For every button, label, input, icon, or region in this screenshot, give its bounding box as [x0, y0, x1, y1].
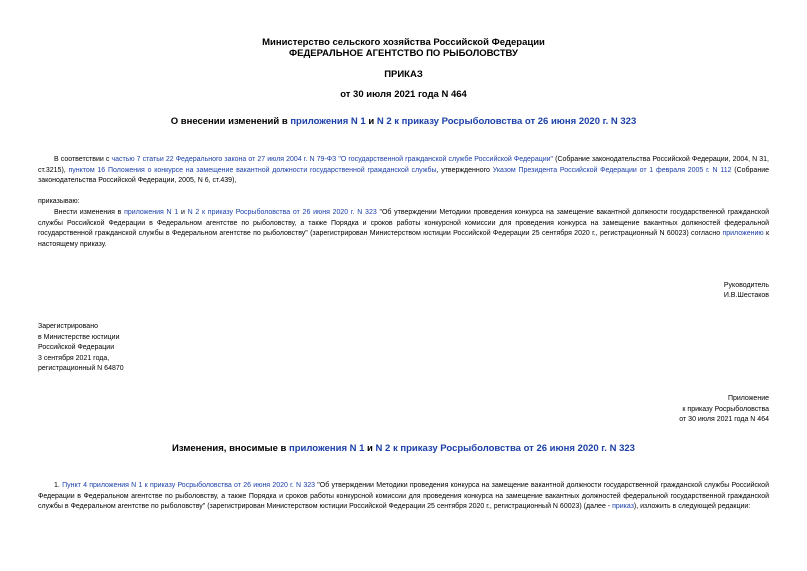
preamble-link-presidential-decree[interactable]: Указом Президента Российской Федерации от 1 февраля 2005 г. N 112 [492, 166, 732, 174]
title-text-mid: и [365, 116, 377, 127]
preamble-link-regulation[interactable]: пунктом 16 Положения о конкурсе на замещение вакантной должности государственной гражданской службы [68, 166, 437, 174]
changes-title-text-pre: Изменения, вносимые в [172, 443, 289, 454]
appendix-reference: к приказу Росрыболовства [682, 405, 769, 413]
document-title [0, 116, 807, 127]
document-date: от 30 июля 2021 года N 464 [340, 89, 467, 100]
signature-name: И.В.Шестаков [723, 292, 769, 299]
title-link-appendix-1[interactable]: приложения N 1 [290, 116, 366, 127]
order-link-appendix-1[interactable]: приложения N 1 [124, 209, 179, 216]
registration-line: Российской Федерации [38, 344, 115, 351]
order-text-1: Внести изменения в [54, 209, 125, 216]
point-1-text-1: 1. [54, 482, 63, 489]
changes-title-text-mid: и [364, 443, 376, 454]
changes-title-link-appendix-1[interactable]: приложения N 1 [289, 443, 365, 454]
title-link-appendix-2[interactable]: N 2 к приказу Росрыболовства от 26 июня 2020 г. N 323 [376, 116, 637, 127]
changes-title [0, 443, 807, 454]
document-type: ПРИКАЗ [384, 69, 423, 80]
registration-line: в Министерстве юстиции [38, 333, 120, 341]
ministry-name: Министерство сельского хозяйства Российской Федерации [262, 37, 545, 48]
preamble-text-4: (Собрание законодательства Российской Федерации, 2005, N 6, ст.439), [38, 166, 769, 184]
preamble-text-1: В соответствии с [54, 156, 112, 163]
order-text-4: к настоящему приказу. [38, 230, 770, 248]
registration-line: 3 сентября 2021 года, [38, 354, 110, 362]
appendix-label: Приложение [727, 395, 769, 402]
changes-title-link-appendix-2[interactable]: N 2 к приказу Росрыболовства от 26 июня 2020 г. N 323 [375, 443, 635, 454]
registration-line: регистрационный N 64870 [38, 365, 124, 372]
order-text-3: "Об утверждении Методики проведения конкурса на замещение вакантной должности государственной гражданской службы Российской Федерации в Федеральном агентстве по рыболовству, а также Порядка и сроков работы конкурсной комиссии для проведения конкурса на замещение вакантных должностей федеральной государственной гражданской службы в Федеральном агентстве по рыболовству" (зарегистрирован Министерством юстиции Российской Федерации 25 сентября 2020 г., регистрационный N 60023) согласно [38, 209, 769, 237]
point-1-link-order[interactable]: приказ [612, 503, 634, 510]
order-word: приказываю: [38, 198, 80, 205]
registration-line: Зарегистрировано [38, 323, 98, 330]
title-text-pre: О внесении изменений в [170, 116, 291, 127]
preamble-text-3: , утвержденного [436, 166, 493, 174]
appendix-date: от 30 июля 2021 года N 464 [679, 416, 769, 423]
preamble-paragraph [38, 155, 769, 187]
preamble-text-2: (Собрание законодательства Российской Федерации, 2004, N 31, ст.3215), [38, 156, 770, 174]
point-1-link-item-4[interactable]: Пункт 4 приложения N 1 к приказу Росрыболовства от 26 июня 2020 г. N 323 [62, 482, 316, 489]
order-link-appendix-2[interactable]: N 2 к приказу Росрыболовства от 26 июня 2020 г. N 323 [187, 209, 377, 216]
agency-name: ФЕДЕРАЛЬНОЕ АГЕНТСТВО ПО РЫБОЛОВСТВУ [289, 48, 518, 59]
preamble-link-federal-law[interactable]: частью 7 статьи 22 Федерального закона от 27 июля 2004 г. N 79-ФЗ "О государственной гражданской службе Российской Федерации" [111, 156, 554, 163]
point-1-text-3: ), изложить в следующей редакции: [633, 503, 751, 510]
order-text-2: и [178, 209, 188, 216]
signature-position: Руководитель [723, 282, 769, 289]
point-1-text-2: "Об утверждении Методики проведения конкурса на замещение вакантной должности государственной гражданской службы Российской Федерации в Федеральном агентстве по рыболовству, а также Порядка и сроков работы конкурсной комиссии для проведения конкурса на замещение вакантных должностей федеральной государственной гражданской службы в Федеральном агентстве по рыболовству" (зарегистрирован Министерством юстиции Российской Федерации 25 сентября 2020 г., регистрационный N 60023) (далее - [38, 482, 769, 510]
point-1-paragraph [38, 481, 769, 513]
order-link-appendix[interactable]: приложению [722, 230, 764, 237]
order-paragraph [38, 208, 769, 250]
